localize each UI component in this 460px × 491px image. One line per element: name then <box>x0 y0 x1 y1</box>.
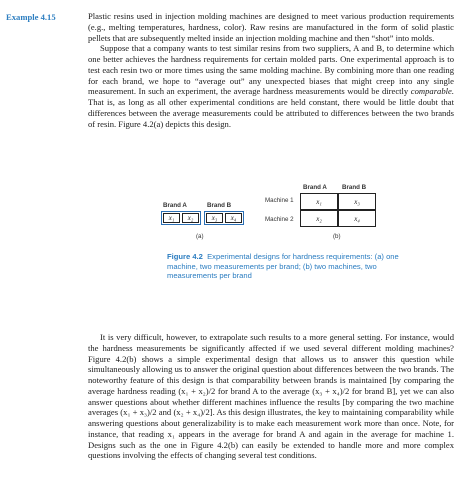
fig-a-cell: x₂ <box>182 213 199 223</box>
fig-b-sublabel: (b) <box>333 233 341 240</box>
example-label: Example 4.15 <box>6 12 56 22</box>
fig-b-header-brand-a: Brand A <box>303 184 327 191</box>
fig-b-cell: x₃ <box>338 193 376 210</box>
fig-b-cell: x₁ <box>300 193 338 210</box>
paragraph-2-part-1: Suppose that a company wants to test similar resins from two suppliers, A and B, to determine which one better achieves the hardness requirements for certain molded parts. One experimental approach is to test each resin two or more times using the same molding machine. By combining more than one reading for each brand, we hope to “average out” any unexpected biases that might creep into any single measurement. In such an experiment, the average hardness measurements would be directly <box>88 43 454 97</box>
fig-a-header-brand-a: Brand A <box>163 202 187 209</box>
fig-b-header-brand-b: Brand B <box>342 184 367 191</box>
fig-b-cell: x₂ <box>300 210 338 227</box>
paragraph-2-part-2: That is, as long as all other experimental conditions are held constant, there would be little doubt that differences between the average measurements could be attributed to differences between the two brands of resin. Figure 4.2(a) depicts this design. <box>88 97 454 129</box>
body-text-top <box>88 11 454 129</box>
paragraph-3: It is very difficult, however, to extrapolate such results to a more general setting. For instance, would the hardness measurements be significantly affected if we used several different molding machines? Figure 4.2(b) shows a simple experimental design that allows us to answer this question while simultaneously allowing us to answer the original question about differences between the two brands. The noteworthy feature of this design is that comparability between brands is maintained [by comparing the average hardness reading (x₁ + x₂)/2 for brand A to the average (x₃ + x₄)/2 for brand B], yet we can also answer questions about whether different machines influence the results [by comparing the two machine averages (x₁ + x₃)/2 and (x₂ + x₄)/2]. As this design illustrates, the key to maintaining comparability while answering questions about generalizability is to make each measurement work more than once. Note, for instance, that reading x₁ appears in the average for brand A and again in the average for machine 1. Designs such as the one in Figure 4.2(b) can easily be extended to handle more and more complex questions involving the effects of changing several test conditions. <box>88 332 454 461</box>
paragraph-1: Plastic resins used in injection molding machines are designed to meet various production requirements (e.g., melting temperatures, hardness, color). Raw resins are manufactured in the form of solid plastic pellets that are subsequently melted inside an injection molding machine and then “shot” into molds. <box>88 11 454 43</box>
fig-b-row-label-machine-1: Machine 1 <box>265 197 294 204</box>
body-text-bottom <box>88 332 454 461</box>
paragraph-2-emphasis: comparable. <box>410 86 454 97</box>
fig-a-cell: x₁ <box>163 213 180 223</box>
figure-caption <box>167 252 412 281</box>
fig-a-cell: x₄ <box>225 213 242 223</box>
fig-a-cell: x₃ <box>206 213 223 223</box>
fig-b-row-label-machine-2: Machine 2 <box>265 216 294 223</box>
fig-b-cell: x₄ <box>338 210 376 227</box>
paragraph-2 <box>88 43 454 129</box>
fig-a-sublabel: (a) <box>196 233 204 240</box>
figure-caption-text: Experimental designs for hardness requirements: (a) one machine, two measurements per brand; (b) two machines, two measurements per brand <box>167 252 399 281</box>
figure-caption-number: Figure 4.2 <box>167 252 203 261</box>
fig-a-header-brand-b: Brand B <box>207 202 232 209</box>
